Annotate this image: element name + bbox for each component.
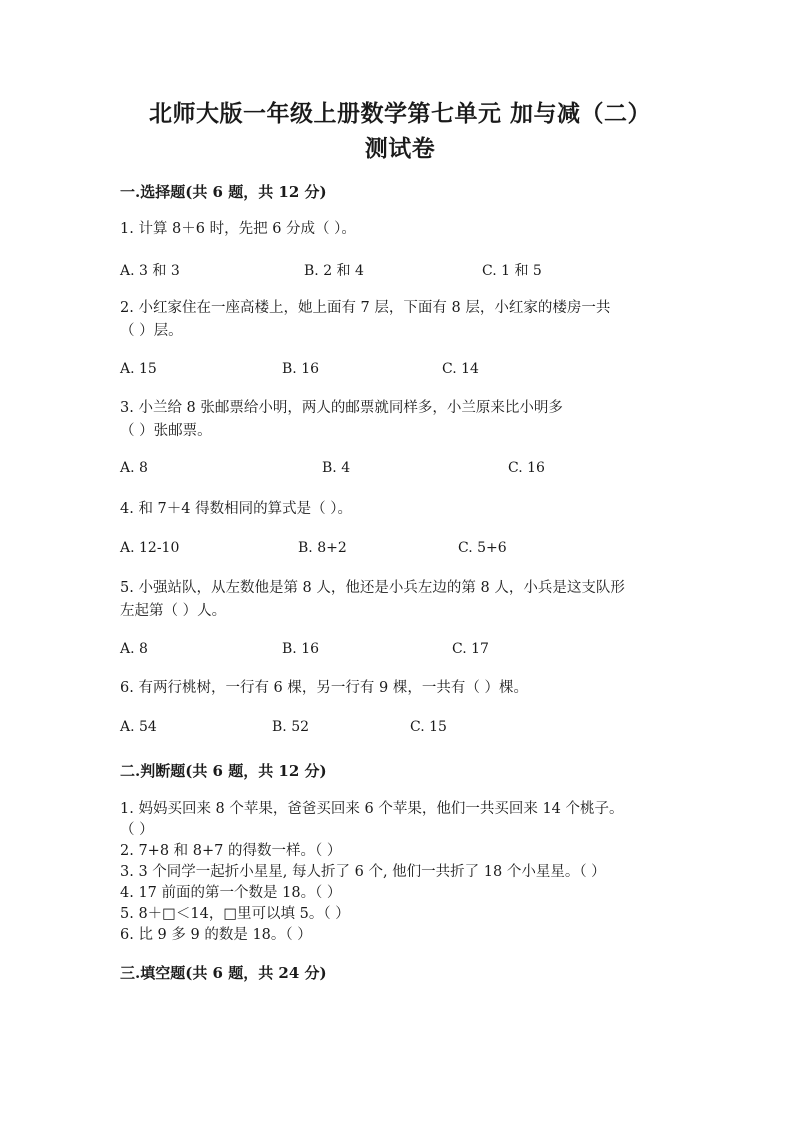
question-1-option-b: B. 2 和 4 [304, 263, 364, 279]
judgement-item-5: 5. 8＋□＜14，□里可以填 5。（ ） [120, 906, 350, 922]
question-1-option-c: C. 1 和 5 [482, 263, 542, 279]
question-6-option-a: A. 54 [120, 719, 157, 735]
question-2-option-a: A. 15 [120, 361, 157, 377]
question-3-option-a: A. 8 [120, 460, 148, 476]
question-5-line2: 左起第（ ）人。 [120, 603, 227, 619]
question-4: 4. 和 7＋4 得数相同的算式是（ ）。 [120, 501, 352, 517]
question-1: 1. 计算 8＋6 时，先把 6 分成（ ）。 [120, 221, 356, 237]
judgement-item-4: 4. 17 前面的第一个数是 18。（ ） [120, 885, 342, 901]
judgement-item-2: 2. 7+8 和 8+7 的得数一样。（ ） [120, 843, 342, 859]
question-4-option-b: B. 8+2 [298, 540, 347, 556]
section-heading-judgement: 二.判断题(共 6 题，共 12 分) [120, 762, 327, 780]
question-2-line1: 2. 小红家住在一座高楼上，她上面有 7 层，下面有 8 层，小红家的楼房一共 [120, 300, 611, 316]
exam-title-line1: 北师大版一年级上册数学第七单元 加与减（二） [148, 100, 651, 127]
judgement-item-1: 1. 妈妈买回来 8 个苹果，爸爸买回来 6 个苹果，他们一共买回来 14 个桃子。 [120, 801, 624, 817]
question-5-option-a: A. 8 [120, 641, 148, 657]
question-6: 6. 有两行桃树，一行有 6 棵，另一行有 9 棵，一共有（ ）棵。 [120, 680, 528, 696]
judgement-item-3: 3. 3 个同学一起折小星星, 每人折了 6 个, 他们一共折了 18 个小星星。（ ） [120, 864, 606, 880]
question-5-option-b: B. 16 [282, 641, 320, 657]
question-4-option-c: C. 5+6 [458, 540, 507, 556]
exam-title-line2: 测试卷 [364, 135, 436, 162]
question-2-option-b: B. 16 [282, 361, 320, 377]
question-1-option-a: A. 3 和 3 [120, 263, 180, 279]
judgement-item-1-blank: （ ） [120, 822, 154, 838]
section-heading-fill-blank: 三.填空题(共 6 题，共 24 分) [120, 964, 327, 982]
question-5-option-c: C. 17 [452, 641, 489, 657]
question-3-line1: 3. 小兰给 8 张邮票给小明，两人的邮票就同样多，小兰原来比小明多 [120, 400, 563, 416]
question-5-line1: 5. 小强站队，从左数他是第 8 人，他还是小兵左边的第 8 人，小兵是这支队形 [120, 580, 625, 596]
question-3-option-b: B. 4 [322, 460, 351, 476]
question-2-line2: （ ）层。 [120, 323, 183, 339]
question-6-option-b: B. 52 [272, 719, 310, 735]
question-6-option-c: C. 15 [410, 719, 447, 735]
section-heading-choice: 一.选择题(共 6 题，共 12 分) [120, 183, 327, 201]
question-2-option-c: C. 14 [442, 361, 479, 377]
question-4-option-a: A. 12-10 [120, 540, 180, 556]
judgement-item-6: 6. 比 9 多 9 的数是 18。（ ） [120, 927, 312, 943]
question-3-option-c: C. 16 [508, 460, 545, 476]
question-3-line2: （ ）张邮票。 [120, 423, 212, 439]
